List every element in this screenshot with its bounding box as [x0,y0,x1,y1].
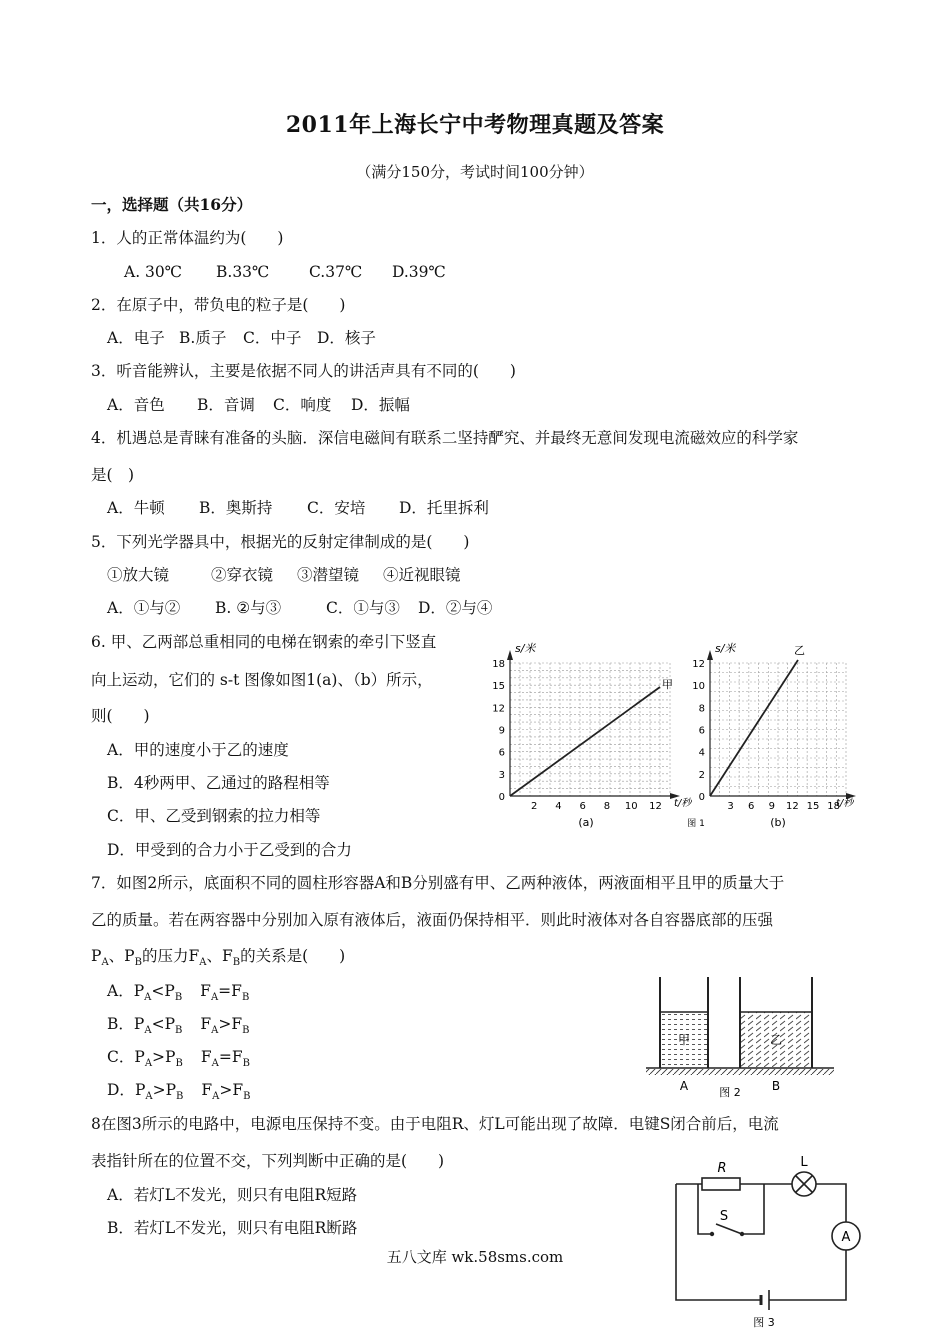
q7-tail: 的关系是( ) [240,947,346,965]
y-tick-label: 0 [498,792,505,803]
fig1a-xlabel: t/秒 [674,798,692,809]
fig3-caption: 图 3 [753,1316,775,1329]
question-5-items [107,565,461,585]
q7-f: 的压力F [141,947,200,965]
question-1-options [124,262,446,282]
question-7-stem: 7．如图2所示，底面积不同的圆柱形容器A和B分别盛有甲、乙两种液体，两液面相平且甲的质量大于 [91,874,785,892]
fig1a-line-jia [510,687,660,796]
q5-option-d: D．②与④ [418,599,493,617]
q8-option-a: A．若灯L不发光，则只有电阻R短路 [107,1186,358,1204]
fig1b-xlabel: t/秒 [836,798,854,809]
q3-option-a: A．音色 [107,396,165,414]
q5-item-4: ④近视眼镜 [383,566,461,584]
q7-option-c: C．$P_A>P_B$ $F_A=F_B$ [107,1048,250,1070]
fig1b-caption: (b) [770,816,786,829]
question-7-stem-end [91,946,345,973]
fig3-label-r: R [717,1161,727,1176]
q8-option-b: B．若灯L不发光，则只有电阻R断路 [107,1219,358,1237]
question-7-stem-cont: 乙的质量。若在两容器中分别加入原有液体后，液面仍保持相平．则此时液体对各自容器底部的压强 [91,911,774,929]
q5-item-2: ②穿衣镜 [211,566,274,584]
figure-1b-graph [692,642,856,829]
fig1b-y-arrow [707,650,713,660]
fig1a-caption: (a) [578,816,594,829]
fig3-label-l: L [800,1155,808,1170]
q5-option-b: B. ②与③ [215,599,282,617]
question-6-stem-cont: 向上运动，它们的 s-t 图像如图1(a)、（b）所示， [91,671,433,689]
y-tick-label: 2 [698,769,705,781]
q7-option-b: B．$P_A<P_B$ $F_A>F_B$ [107,1015,250,1037]
y-tick-label: 9 [498,725,505,737]
q3-option-d: D．振幅 [351,396,410,414]
fig3-switch-wire [742,1184,764,1234]
q1-option-a: A. 30℃ [124,263,183,281]
x-tick-label: 6 [579,801,586,812]
fig3-label-s: S [719,1209,729,1224]
q5-item-3: ③潜望镜 [297,566,360,584]
fig3-wire [676,1184,761,1300]
question-5-options [107,598,492,618]
y-tick-label: 8 [698,703,705,715]
fig2-label-a: A [679,1079,689,1093]
y-tick-label: 18 [492,659,505,670]
x-tick-label: 15 [806,801,820,812]
y-tick-label: 10 [692,681,705,693]
fig1b-line-yi [710,660,798,796]
q3-option-c: C．响度 [273,396,332,414]
section-heading: 一，选择题（共16分） [91,195,253,214]
q6-option-b: B．4秒两甲、乙通过的路程相等 [107,774,330,792]
q4-option-a: A．牛顿 [107,499,165,517]
q7-fb-sub: B [232,957,241,969]
question-2-stem: 2．在原子中，带负电的粒子是( ) [91,296,346,314]
fig3-label-a: A [841,1230,851,1245]
x-tick-label: 3 [727,801,734,812]
y-tick-label: 6 [698,725,705,737]
q3-option-b: B．音调 [197,396,255,414]
fig1b-line-label: 乙 [794,644,805,657]
fig2-liquid-a-label: 甲 [677,1033,691,1047]
q7-option-a: A．$P_A<P_B$ $F_A=F_B$ [107,982,250,1004]
y-tick-label: 12 [692,659,705,670]
x-tick-label: 4 [555,801,562,812]
x-tick-label: 2 [531,801,538,812]
y-tick-label: 0 [698,792,705,803]
question-5-stem: 5．下列光学器具中，根据光的反射定律制成的是( ) [91,533,470,551]
q5-item-1: ①放大镜 [107,566,170,584]
q1-option-c: C.37℃ [309,263,363,281]
q7-option-d: D．$P_A>P_B$ $F_A>F_B$ [107,1081,251,1103]
page-title: 2011年上海长宁中考物理真题及答案 [285,112,665,138]
fig3-wire [816,1184,846,1222]
y-tick-label: 4 [698,747,705,759]
q2-option-d: D．核子 [317,329,376,347]
x-tick-label: 10 [624,801,638,812]
fig2-caption: 图 2 [719,1086,741,1099]
question-3-stem: 3．听音能辨认，主要是依据不同人的讲活声具有不同的( ) [91,362,516,380]
fig3-switch-node [710,1232,714,1236]
question-6-stem: 6. 甲、乙两部总重相同的电梯在钢索的牵引下竖直 [91,633,437,651]
q1-option-b: B.33℃ [216,263,270,281]
fig3-switch-blade [716,1224,742,1234]
y-tick-label: 12 [492,703,505,715]
fig2-ground [646,1069,834,1075]
question-4-stem-cont: 是( ) [91,466,135,484]
q4-option-b: B．奥斯持 [199,499,273,517]
y-tick-label: 3 [498,769,505,781]
question-6-stem-end: 则( ) [91,707,150,725]
q5-option-c: C．①与③ [326,599,400,617]
q6-option-c: C．甲、乙受到钢索的拉力相等 [107,807,321,825]
fig3-switch-wire [698,1184,712,1234]
x-tick-label: 8 [603,801,611,812]
page-subtitle: （满分150分，考试时间100分钟） [356,163,594,181]
q7-pa-sub: A [101,957,109,969]
fig1a-ylabel: s/米 [515,642,536,655]
x-tick-label: 12 [786,801,799,812]
y-tick-label: 6 [498,747,505,759]
question-1-stem: 1．人的正常体温约为( ) [91,229,284,247]
q2-option-c: C．中子 [243,329,302,347]
fig3-switch-node [740,1232,744,1236]
q7-f2: 、F [206,947,233,965]
fig1a-y-arrow [507,650,513,660]
fig2-label-b: B [771,1079,781,1093]
page-footer: 五八文库 wk.58sms.com [386,1248,564,1266]
q7-fa-sub: A [199,957,207,969]
figure-3 [664,1150,874,1330]
question-2-options [107,328,376,348]
q2-option-a: A．电子 [107,329,165,347]
question-8-stem-cont: 表指针所在的位置不交，下列判断中正确的是( ) [91,1152,445,1170]
q7-p: P [91,947,102,965]
y-tick-label: 15 [492,681,505,693]
figure-1 [490,638,860,838]
fig2-liquid-b-label: 乙 [769,1033,783,1047]
q4-option-c: C．安培 [307,499,366,517]
q7-pb-sub: B [134,957,142,969]
q2-option-b: B.质子 [179,329,227,347]
q5-option-a: A．①与② [107,599,181,617]
q7-p2: 、P [108,947,135,965]
q6-option-a: A．甲的速度小于乙的速度 [107,741,289,759]
question-3-options [107,395,410,415]
x-tick-label: 9 [768,801,776,812]
figure-1a-graph [492,642,693,829]
x-tick-label: 6 [748,801,755,812]
q1-option-d: D.39℃ [392,263,446,281]
q6-option-d: D．甲受到的合力小于乙受到的合力 [107,841,352,859]
x-tick-label: 18 [827,801,841,812]
fig1a-line-label: 甲 [662,678,673,691]
x-tick-label: 12 [649,801,662,812]
fig3-resistor [702,1178,740,1190]
fig1b-ylabel: s/米 [715,642,736,655]
question-8-stem: 8在图3所示的电路中，电源电压保持不变。由于电阻R、灯L可能出现了故障．电键S闭合前后，电流 [91,1115,779,1133]
q4-option-d: D．托里拆利 [399,499,489,517]
question-4-options [107,498,489,518]
fig1-caption: 图 1 [687,819,705,829]
question-4-stem: 4．机遇总是青睐有准备的头脑．深信电磁间有联系二坚持酽究、并最终无意间发现电流磁效应的科学家 [91,429,799,447]
figure-2 [644,972,854,1102]
